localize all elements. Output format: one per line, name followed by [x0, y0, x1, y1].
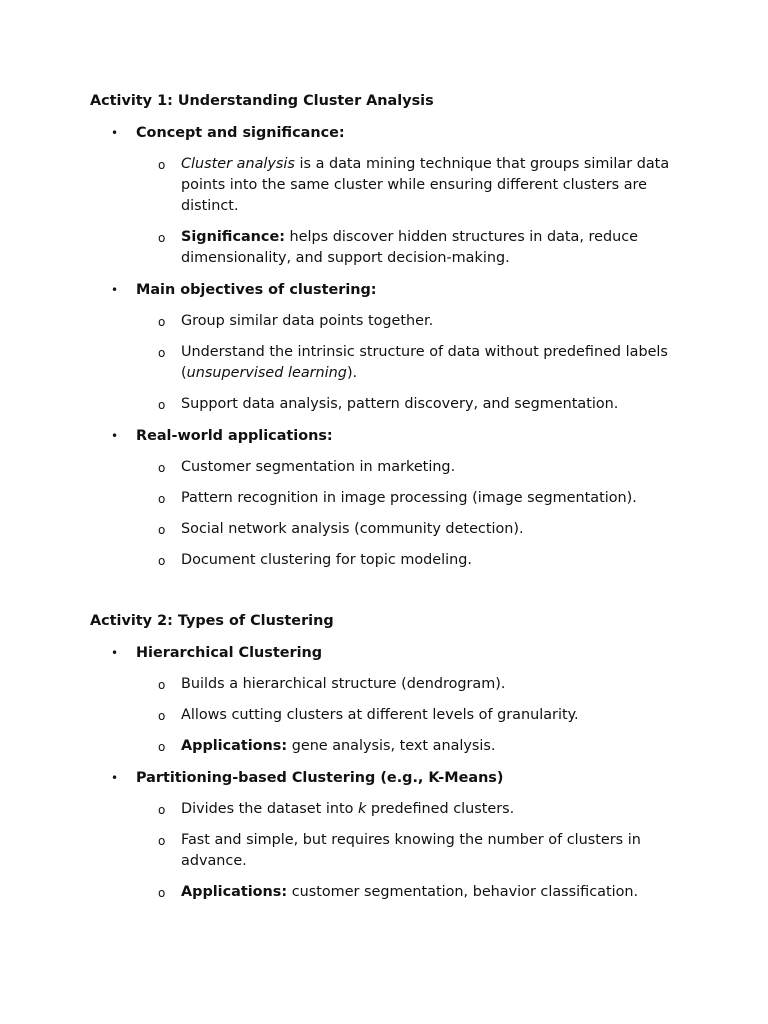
- list-item: [136, 799, 690, 820]
- activity-2-section: [90, 611, 690, 903]
- hierarchical-text: Builds a hierarchical structure (dendrogram).: [181, 676, 506, 692]
- applications-label: Real-world applications:: [136, 428, 333, 444]
- list-item: [136, 705, 690, 726]
- k-variable: k: [357, 801, 367, 817]
- application-text: Customer segmentation in marketing.: [181, 459, 456, 475]
- cluster-analysis-term: Cluster analysis: [181, 156, 295, 172]
- list-item: [136, 882, 690, 903]
- list-item: [136, 674, 690, 695]
- bullet-icon: •: [111, 283, 119, 297]
- unsupervised-learning-term: unsupervised learning: [186, 365, 347, 381]
- circle-bullet-icon: o: [158, 554, 166, 568]
- significance-term: Significance:: [181, 229, 285, 245]
- activity-2-list: [90, 643, 690, 903]
- activity-1-title: Activity 1: Understanding Cluster Analysis: [90, 93, 434, 109]
- circle-bullet-icon: o: [158, 461, 166, 475]
- applications-sublist: [136, 457, 690, 571]
- activity-1-list: [90, 123, 690, 571]
- list-item: [136, 488, 690, 509]
- bullet-icon: •: [111, 771, 119, 785]
- circle-bullet-icon: o: [158, 315, 166, 329]
- circle-bullet-icon: o: [158, 346, 166, 360]
- partitioning-text: customer segmentation, behavior classification.: [287, 884, 639, 900]
- objective-text: Understand the intrinsic structure of data without predefined labels (: [181, 344, 668, 381]
- partitioning-text: Fast and simple, but requires knowing the number of clusters in advance.: [181, 832, 641, 869]
- partitioning-sublist: [136, 799, 690, 903]
- circle-bullet-icon: o: [158, 523, 166, 537]
- concept-label: Concept and significance:: [136, 125, 345, 141]
- list-item-objectives: [90, 280, 690, 415]
- list-item: [136, 342, 690, 384]
- circle-bullet-icon: o: [158, 834, 166, 848]
- significance-text: helps discover hidden structures in data, reduce dimensionality, and support decision-making.: [181, 229, 638, 266]
- hierarchical-text: gene analysis, text analysis.: [287, 738, 496, 754]
- activity-2-title: Activity 2: Types of Clustering: [90, 613, 334, 629]
- applications-term: Applications:: [181, 738, 288, 754]
- application-text: Social network analysis (community detection).: [181, 521, 524, 537]
- concept-sublist: [136, 154, 690, 269]
- document-page: [90, 91, 690, 903]
- bullet-icon: •: [111, 646, 119, 660]
- list-item: [136, 311, 690, 332]
- applications-term: Applications:: [181, 884, 288, 900]
- circle-bullet-icon: o: [158, 492, 166, 506]
- partitioning-label: Partitioning-based Clustering (e.g., K-Means): [136, 770, 504, 786]
- list-item: [136, 394, 690, 415]
- list-item-concept: [90, 123, 690, 269]
- objective-text: Support data analysis, pattern discovery, and segmentation.: [181, 396, 619, 412]
- partitioning-text: Divides the dataset into: [181, 801, 358, 817]
- circle-bullet-icon: o: [158, 398, 166, 412]
- circle-bullet-icon: o: [158, 231, 166, 245]
- circle-bullet-icon: o: [158, 886, 166, 900]
- circle-bullet-icon: o: [158, 740, 166, 754]
- objective-text-end: ).: [346, 365, 358, 381]
- list-item: [136, 227, 690, 269]
- list-item: [136, 154, 690, 217]
- list-item-applications: [90, 426, 690, 571]
- list-item: [136, 519, 690, 540]
- circle-bullet-icon: o: [158, 678, 166, 692]
- hierarchical-sublist: [136, 674, 690, 757]
- bullet-icon: •: [111, 126, 119, 140]
- list-item: [136, 830, 690, 872]
- hierarchical-text: Allows cutting clusters at different levels of granularity.: [181, 707, 579, 723]
- list-item-hierarchical: [90, 643, 690, 757]
- objectives-label: Main objectives of clustering:: [136, 282, 377, 298]
- circle-bullet-icon: o: [158, 803, 166, 817]
- list-item: [136, 736, 690, 757]
- application-text: Document clustering for topic modeling.: [181, 552, 472, 568]
- partitioning-text-end: predefined clusters.: [366, 801, 515, 817]
- objectives-sublist: [136, 311, 690, 415]
- objective-text: Group similar data points together.: [181, 313, 434, 329]
- list-item: [136, 550, 690, 571]
- list-item: [136, 457, 690, 478]
- hierarchical-label: Hierarchical Clustering: [136, 645, 323, 661]
- circle-bullet-icon: o: [158, 709, 166, 723]
- bullet-icon: •: [111, 429, 119, 443]
- circle-bullet-icon: o: [158, 158, 166, 172]
- activity-1-section: [90, 91, 690, 571]
- application-text: Pattern recognition in image processing (image segmentation).: [181, 490, 637, 506]
- list-item-partitioning: [90, 768, 690, 903]
- cluster-analysis-definition: is a data mining technique that groups similar data points into the same cluster while ensuring different clusters are distinct.: [181, 156, 670, 214]
